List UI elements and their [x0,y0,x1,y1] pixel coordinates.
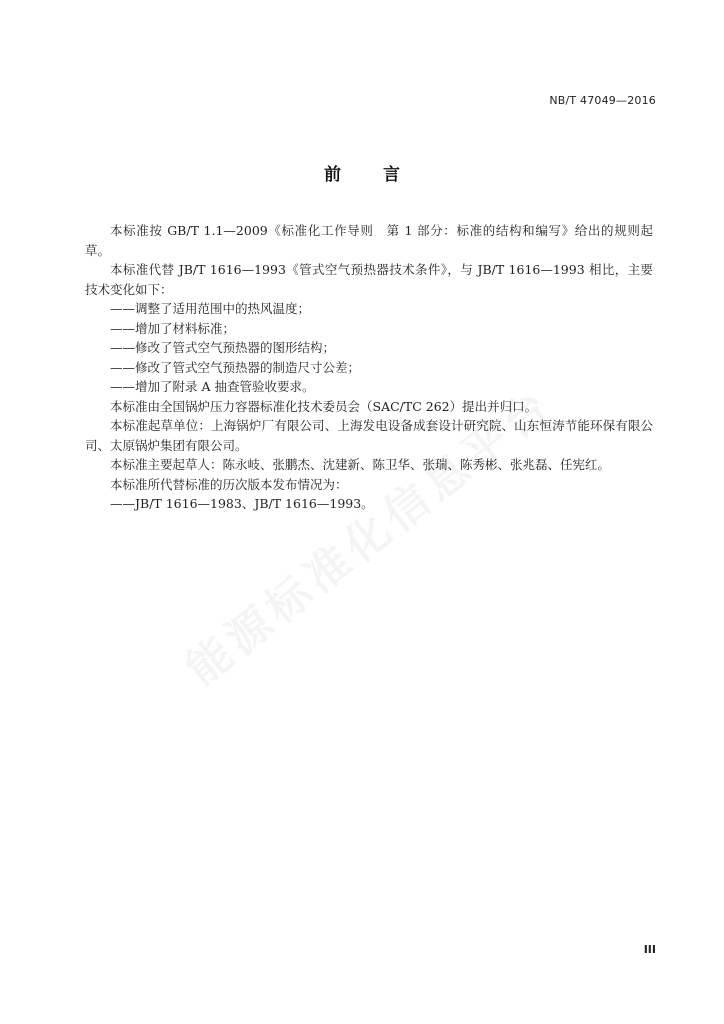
change-item: ——增加了材料标准； [110,320,236,336]
paragraph-drafters: 本标准主要起草人：陈永岐、张鹏杰、沈建新、陈卫华、张瑞、陈秀彬、张兆磊、任宪红。 [110,457,611,472]
history-item: ——JB/T 1616—1983、JB/T 1616—1993。 [110,496,374,511]
paragraph-scope: 本标准按 GB/T 1.1—2009《标准化工作导则 第 1 部分：标准的结构和编写》给出的规则起草。 [85,223,653,258]
paragraph-history: 本标准所代替标准的历次版本发布情况为： [110,476,348,492]
standard-code: NB/T 47049—2016 [549,94,656,107]
paragraph-replacement: 本标准代替 JB/T 1616—1993《管式空气预热器技术条件》，与 JB/T 1616—1993 相比，主要技术变化如下： [85,262,653,297]
page-number: III [643,943,656,956]
change-item: ——修改了管式空气预热器的图形结构； [110,340,336,355]
paragraph-proposer: 本标准由全国锅炉压力容器标准化技术委员会（SAC/TC 262）提出并归口。 [110,398,538,414]
page-title: 前言 [324,165,442,185]
paragraph-drafting-units: 本标准起草单位：上海锅炉厂有限公司、上海发电设备成套设计研究院、山东恒涛节能环保有限公司、太原锅炉集团有限公司。 [85,418,653,453]
change-item: ——调整了适用范围中的热风温度； [110,301,311,316]
change-item: ——修改了管式空气预热器的制造尺寸公差； [110,359,361,375]
change-item: ——增加了附录 A 抽查管验收要求。 [110,379,315,394]
foreword-content [85,221,653,514]
